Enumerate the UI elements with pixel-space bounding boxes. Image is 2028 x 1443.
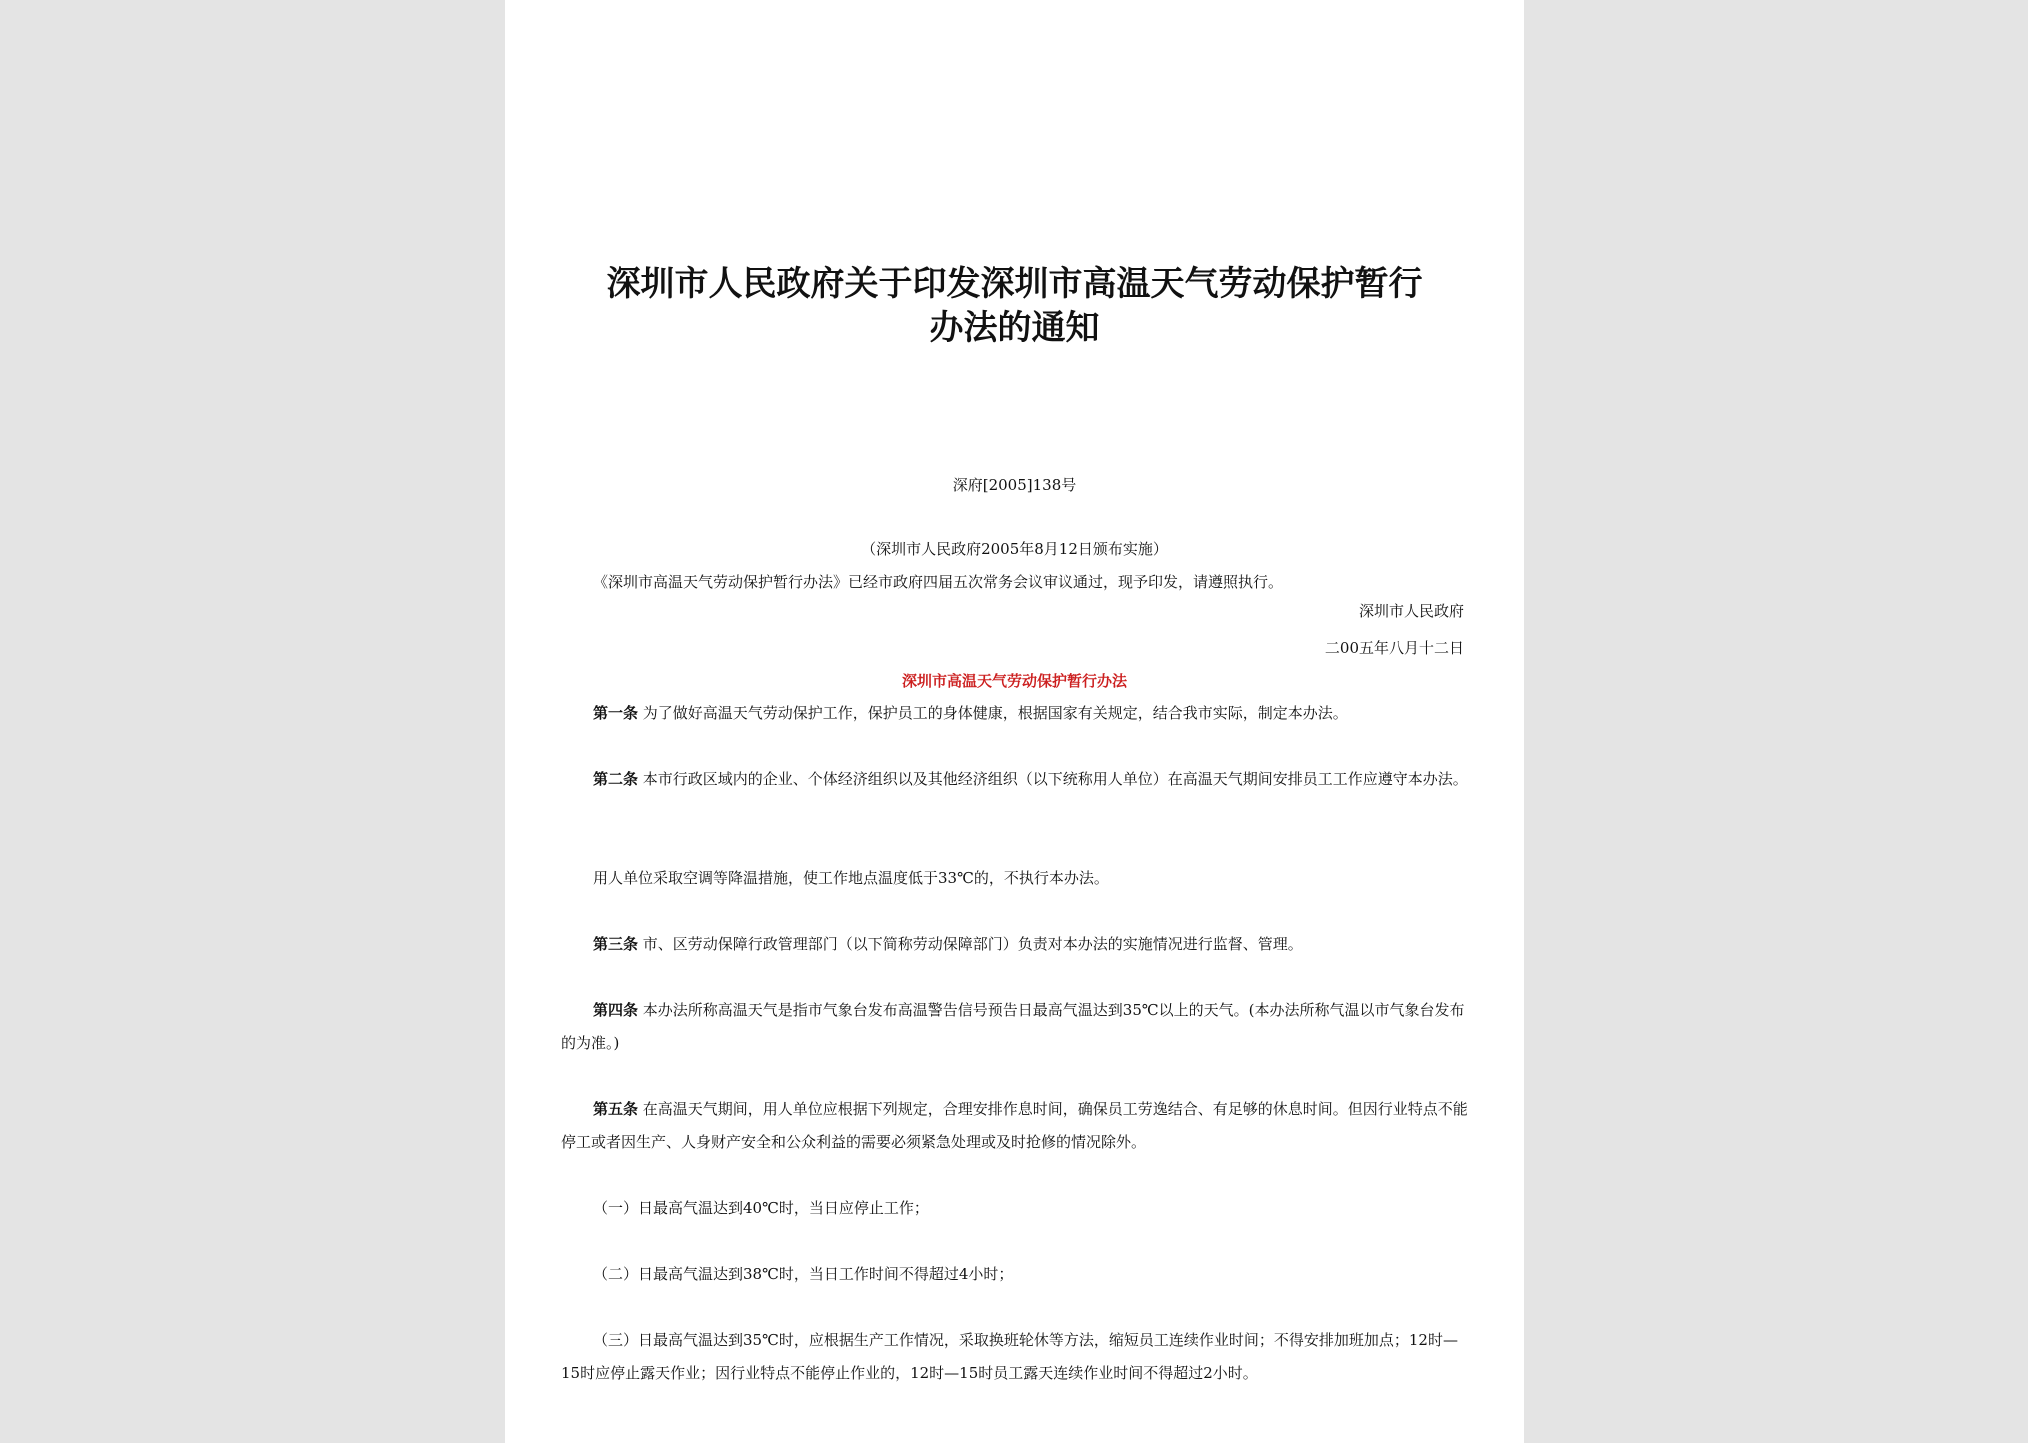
issue-date: 二00五年八月十二日 bbox=[1324, 639, 1464, 657]
document-number: 深府[2005]138号 bbox=[952, 476, 1077, 494]
article-4 bbox=[561, 994, 1471, 1060]
article-text: 在高温天气期间，用人单位应根据下列规定，合理安排作息时间，确保员工劳逸结合、有足够的休息时间。但因行业特点不能停工或者因生产、人身财产安全和公众利益的需要必须紧急处理或及时抢修的情况除外。 bbox=[561, 1100, 1468, 1151]
document-page bbox=[505, 0, 1524, 1443]
article-5-item-3 bbox=[561, 1324, 1471, 1390]
article-5-item-2 bbox=[561, 1258, 1471, 1291]
document-title bbox=[505, 262, 1524, 350]
article-1 bbox=[561, 697, 1471, 730]
article-2-paragraph-2 bbox=[561, 862, 1471, 895]
article-text: 用人单位采取空调等降温措施，使工作地点温度低于33℃的，不执行本办法。 bbox=[593, 869, 1109, 887]
publish-note: （深圳市人民政府2005年8月12日颁布实施） bbox=[861, 540, 1168, 558]
article-text: 为了做好高温天气劳动保护工作，保护员工的身体健康，根据国家有关规定，结合我市实际，制定本办法。 bbox=[638, 704, 1348, 722]
article-label: 第五条 bbox=[593, 1100, 639, 1118]
article-3 bbox=[561, 928, 1471, 961]
article-2 bbox=[561, 763, 1471, 796]
article-text: （三）日最高气温达到35℃时，应根据生产工作情况，采取换班轮休等方法，缩短员工连续作业时间；不得安排加班加点；12时—15时应停止露天作业；因行业特点不能停止作业的，12时—15时员工露天连续作业时间不得超过2小时。 bbox=[561, 1331, 1458, 1382]
article-label: 第四条 bbox=[593, 1001, 639, 1019]
article-5 bbox=[561, 1093, 1471, 1159]
intro-paragraph: 《深圳市高温天气劳动保护暂行办法》已经市政府四届五次常务会议审议通过，现予印发，请遵照执行。 bbox=[593, 573, 1284, 591]
signatory: 深圳市人民政府 bbox=[1358, 602, 1464, 620]
article-text: （一）日最高气温达到40℃时，当日应停止工作； bbox=[593, 1199, 929, 1217]
title-line-2: 办法的通知 bbox=[929, 308, 1100, 348]
article-label: 第三条 bbox=[593, 935, 639, 953]
article-label: 第一条 bbox=[593, 704, 639, 722]
article-text: （二）日最高气温达到38℃时，当日工作时间不得超过4小时； bbox=[593, 1265, 1014, 1283]
article-label: 第二条 bbox=[593, 770, 639, 788]
article-text: 本市行政区域内的企业、个体经济组织以及其他经济组织（以下统称用人单位）在高温天气期间安排员工工作应遵守本办法。 bbox=[638, 770, 1468, 788]
article-5-item-1 bbox=[561, 1192, 1471, 1225]
article-text: 本办法所称高温天气是指市气象台发布高温警告信号预告日最高气温达到35℃以上的天气。(本办法所称气温以市气象台发布的为准。) bbox=[561, 1001, 1465, 1052]
measures-title: 深圳市高温天气劳动保护暂行办法 bbox=[901, 672, 1127, 690]
title-line-1: 深圳市人民政府关于印发深圳市高温天气劳动保护暂行 bbox=[606, 264, 1423, 304]
article-text: 市、区劳动保障行政管理部门（以下简称劳动保障部门）负责对本办法的实施情况进行监督、管理。 bbox=[638, 935, 1303, 953]
